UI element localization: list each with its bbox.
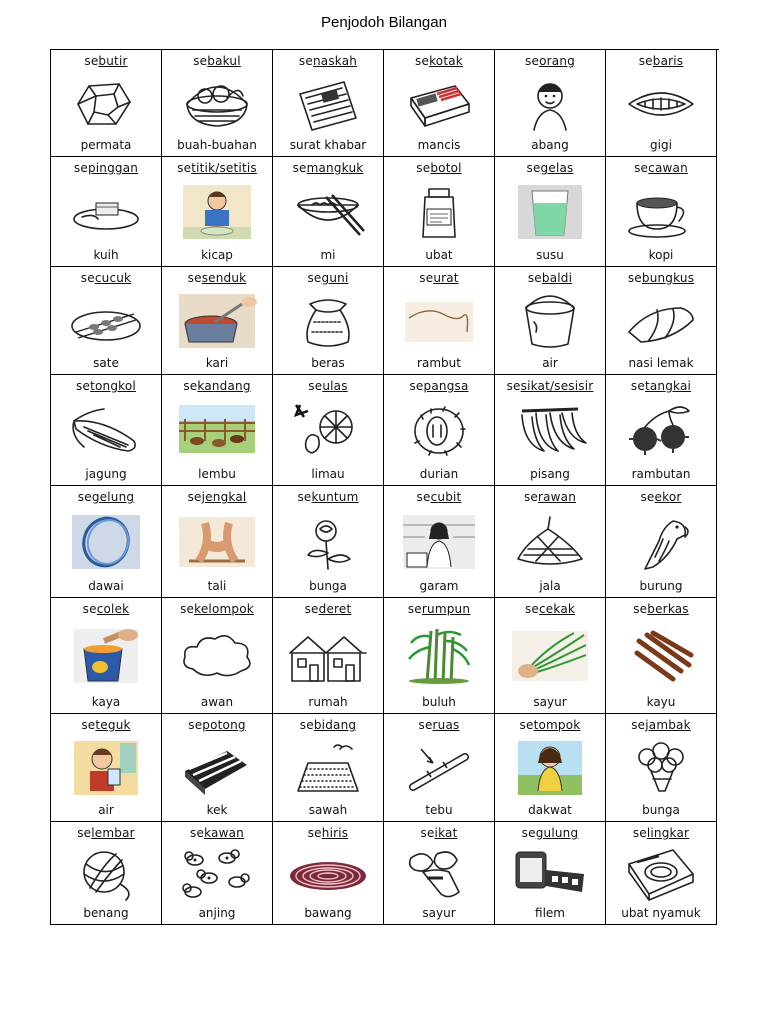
noun-label: bawang: [304, 906, 352, 920]
classifier-cell: [273, 157, 384, 267]
classifier-prefix: se: [632, 826, 647, 840]
noun-label: jagung: [85, 467, 127, 481]
gem-icon: [64, 74, 148, 132]
cake-plate-icon: [64, 183, 148, 241]
classifier-cell: [606, 267, 717, 375]
matchbox-icon: [397, 74, 481, 132]
classifier-stem: jambak: [645, 718, 691, 732]
classifier-word: [415, 54, 463, 68]
classifier-prefix: se: [193, 54, 208, 68]
classifier-cell: [162, 157, 273, 267]
classifier-stem: gulung: [535, 826, 579, 840]
classifier-prefix: se: [307, 271, 322, 285]
classifier-cell: [51, 375, 162, 486]
classifier-word: [633, 826, 689, 840]
classifier-prefix: se: [627, 271, 642, 285]
classifier-word: [520, 718, 581, 732]
classifier-stem: guni: [321, 271, 349, 285]
classifier-word: [188, 271, 247, 285]
classifier-prefix: se: [298, 54, 313, 68]
glass-icon: [508, 183, 592, 241]
classifier-stem: kandang: [197, 379, 251, 393]
classifier-word: [634, 161, 688, 175]
classifier-prefix: se: [524, 602, 539, 616]
paddy-field-icon: [286, 739, 370, 797]
noun-label: kicap: [201, 248, 233, 262]
classifier-stem: cucuk: [94, 271, 132, 285]
classifier-prefix: se: [420, 826, 435, 840]
noun-label: pisang: [530, 467, 570, 481]
noodle-bowl-icon: [286, 183, 370, 241]
classifier-word: [628, 271, 694, 285]
classifier-cell: [606, 598, 717, 714]
classifier-stem: tangkai: [644, 379, 692, 393]
classifier-prefix: se: [80, 271, 95, 285]
classifier-cell: [51, 267, 162, 375]
noun-label: sawah: [308, 803, 348, 817]
noun-label: filem: [535, 906, 565, 920]
classifier-word: [639, 54, 684, 68]
noun-label: kayu: [646, 695, 676, 709]
classifier-stem: berkas: [647, 602, 689, 616]
noun-label: tebu: [425, 803, 453, 817]
classifier-word: [527, 161, 574, 175]
classifier-prefix: se: [292, 161, 307, 175]
classifier-stem: butir: [98, 54, 128, 68]
classifier-cell: [606, 375, 717, 486]
satay-icon: [64, 292, 148, 350]
classifier-word: [408, 602, 470, 616]
bamboo-icon: [397, 627, 481, 685]
noun-label: kek: [206, 803, 228, 817]
classifier-cell: [51, 157, 162, 267]
classifier-prefix: se: [633, 602, 648, 616]
classifier-cell: [495, 714, 606, 822]
classifier-cell: [495, 157, 606, 267]
classifier-stem: potong: [202, 718, 246, 732]
sugarcane-icon: [397, 739, 481, 797]
classifier-stem: botol: [430, 161, 462, 175]
classifier-cell: [51, 486, 162, 598]
boy-drinking-icon: [64, 739, 148, 797]
noun-label: tali: [207, 579, 227, 593]
classifier-stem: sikat/sesisir: [520, 379, 594, 393]
cake-slice-icon: [175, 739, 259, 797]
classifier-table: [50, 49, 719, 925]
noun-label: buluh: [422, 695, 456, 709]
coffee-cup-icon: [619, 183, 703, 241]
classifier-cell: [606, 50, 717, 157]
classifier-cell: [51, 50, 162, 157]
classifier-word: [188, 490, 247, 504]
classifier-word: [293, 161, 364, 175]
classifier-stem: baldi: [541, 271, 573, 285]
classifier-prefix: se: [308, 379, 323, 393]
classifier-prefix: se: [177, 161, 192, 175]
classifier-prefix: se: [77, 490, 92, 504]
boy-eating-icon: [175, 183, 259, 241]
leafy-bundle-icon: [397, 844, 481, 902]
classifier-prefix: se: [527, 271, 542, 285]
classifier-prefix: se: [84, 54, 99, 68]
classifier-stem: senduk: [201, 271, 247, 285]
noun-label: ubat nyamuk: [621, 906, 701, 920]
fruit-basket-icon: [175, 74, 259, 132]
classifier-word: [74, 161, 138, 175]
noun-label: jala: [539, 579, 561, 593]
classifier-cell: [162, 375, 273, 486]
classifier-prefix: se: [187, 490, 202, 504]
classifier-prefix: se: [77, 826, 92, 840]
durian-icon: [397, 401, 481, 459]
noun-label: beras: [311, 356, 345, 370]
noun-label: permata: [80, 138, 132, 152]
classifier-cell: [51, 714, 162, 822]
classifier-cell: [384, 50, 495, 157]
newspaper-icon: [286, 74, 370, 132]
classifier-prefix: se: [521, 826, 536, 840]
noun-label: mancis: [417, 138, 461, 152]
noun-label: garam: [419, 579, 459, 593]
classifier-prefix: se: [638, 54, 653, 68]
classifier-cell: [495, 50, 606, 157]
classifier-stem: pinggan: [87, 161, 139, 175]
classifier-stem: mangkuk: [306, 161, 364, 175]
classifier-word: [633, 602, 689, 616]
noun-label: ubat: [425, 248, 453, 262]
classifier-stem: rumpun: [421, 602, 471, 616]
classifier-stem: bidang: [313, 718, 357, 732]
classifier-word: [528, 271, 572, 285]
classifier-cell: [273, 598, 384, 714]
classifier-word: [297, 490, 358, 504]
classifier-cell: [162, 714, 273, 822]
classifier-word: [522, 826, 579, 840]
classifier-stem: tompok: [533, 718, 581, 732]
classifier-prefix: se: [183, 379, 198, 393]
classifier-prefix: se: [76, 379, 91, 393]
classifier-word: [417, 490, 462, 504]
classifier-word: [76, 379, 136, 393]
girl-ink-icon: [508, 739, 592, 797]
noun-label: lembu: [198, 467, 236, 481]
row-houses-icon: [286, 627, 370, 685]
classifier-stem: deret: [318, 602, 352, 616]
wire-coil-icon: [64, 513, 148, 571]
noun-label: dakwat: [528, 803, 572, 817]
classifier-prefix: se: [81, 718, 96, 732]
banana-icon: [508, 401, 592, 459]
classifier-prefix: se: [188, 718, 203, 732]
vegetable-bunch-icon: [508, 627, 592, 685]
classifier-cell: [273, 822, 384, 925]
classifier-word: [83, 602, 130, 616]
classifier-stem: kawan: [204, 826, 244, 840]
noun-label: air: [542, 356, 558, 370]
classifier-stem: tongkol: [90, 379, 136, 393]
woman-cooking-icon: [397, 513, 481, 571]
noun-label: susu: [536, 248, 564, 262]
classifier-word: [300, 718, 356, 732]
noun-label: kuih: [93, 248, 119, 262]
classifier-cell: [495, 375, 606, 486]
page-title: Penjodoh Bilangan: [321, 14, 447, 31]
noun-label: surat khabar: [289, 138, 367, 152]
classifier-prefix: se: [180, 602, 195, 616]
noun-label: air: [98, 803, 114, 817]
classifier-prefix: se: [82, 602, 97, 616]
classifier-stem: urat: [433, 271, 459, 285]
classifier-cell: [606, 157, 717, 267]
classifier-cell: [495, 486, 606, 598]
classifier-stem: orang: [539, 54, 575, 68]
classifier-cell: [384, 598, 495, 714]
classifier-prefix: se: [631, 718, 646, 732]
classifier-cell: [162, 50, 273, 157]
classifier-cell: [495, 822, 606, 925]
classifier-cell: [606, 486, 717, 598]
orange-segment-icon: [286, 401, 370, 459]
dogs-icon: [175, 844, 259, 902]
classifier-word: [631, 718, 691, 732]
classifier-word: [525, 54, 575, 68]
noun-label: bunga: [642, 803, 680, 817]
classifier-cell: [495, 267, 606, 375]
firewood-icon: [619, 627, 703, 685]
bucket-icon: [508, 292, 592, 350]
classifier-word: [299, 54, 357, 68]
classifier-prefix: se: [526, 161, 541, 175]
classifier-prefix: se: [190, 826, 205, 840]
noun-label: sate: [93, 356, 119, 370]
classifier-word: [190, 826, 244, 840]
noun-label: burung: [639, 579, 683, 593]
classifier-word: [78, 490, 134, 504]
rambutan-icon: [619, 401, 703, 459]
classifier-word: [84, 54, 127, 68]
noun-label: kopi: [648, 248, 674, 262]
classifier-word: [81, 271, 131, 285]
classifier-cell: [273, 714, 384, 822]
classifier-cell: [273, 267, 384, 375]
classifier-word: [77, 826, 135, 840]
classifier-prefix: se: [630, 379, 645, 393]
classifier-stem: lembar: [91, 826, 135, 840]
classifier-cell: [606, 714, 717, 822]
classifier-prefix: se: [307, 826, 322, 840]
jam-jar-icon: [64, 627, 148, 685]
classifier-word: [631, 379, 691, 393]
bouquet-icon: [619, 739, 703, 797]
classifier-cell: [162, 486, 273, 598]
food-packet-icon: [619, 292, 703, 350]
classifier-stem: colek: [96, 602, 130, 616]
classifier-prefix: se: [299, 718, 314, 732]
sack-icon: [286, 292, 370, 350]
cattle-pen-icon: [175, 401, 259, 459]
classifier-stem: baris: [652, 54, 684, 68]
noun-label: rumah: [308, 695, 348, 709]
classifier-word: [180, 602, 254, 616]
ladle-pot-icon: [175, 292, 259, 350]
classifier-prefix: se: [415, 54, 430, 68]
classifier-stem: naskah: [312, 54, 358, 68]
cloud-icon: [175, 627, 259, 685]
noun-label: durian: [419, 467, 459, 481]
classifier-word: [507, 379, 594, 393]
classifier-cell: [162, 822, 273, 925]
teeth-icon: [619, 74, 703, 132]
hair-strand-icon: [397, 292, 481, 350]
noun-label: bunga: [309, 579, 347, 593]
classifier-stem: bakul: [207, 54, 241, 68]
classifier-stem: ikat: [434, 826, 458, 840]
rose-icon: [286, 513, 370, 571]
classifier-stem: bungkus: [641, 271, 695, 285]
classifier-cell: [384, 375, 495, 486]
classifier-prefix: se: [407, 602, 422, 616]
parrot-icon: [619, 513, 703, 571]
classifier-stem: gelas: [540, 161, 574, 175]
noun-label: rambutan: [631, 467, 691, 481]
film-roll-icon: [508, 844, 592, 902]
noun-label: buah-buahan: [177, 138, 257, 152]
classifier-stem: teguk: [95, 718, 131, 732]
classifier-cell: [384, 267, 495, 375]
classifier-stem: cekak: [539, 602, 576, 616]
classifier-word: [81, 718, 130, 732]
classifier-cell: [51, 822, 162, 925]
classifier-stem: ruas: [432, 718, 460, 732]
noun-label: abang: [531, 138, 569, 152]
classifier-cell: [384, 714, 495, 822]
classifier-word: [419, 718, 460, 732]
classifier-stem: gelung: [91, 490, 135, 504]
classifier-stem: ulas: [322, 379, 348, 393]
classifier-word: [416, 161, 461, 175]
classifier-word: [307, 271, 348, 285]
classifier-stem: cawan: [648, 161, 688, 175]
classifier-cell: [273, 50, 384, 157]
classifier-word: [640, 490, 681, 504]
classifier-cell: [384, 157, 495, 267]
classifier-prefix: se: [640, 490, 655, 504]
classifier-cell: [162, 598, 273, 714]
classifier-prefix: se: [409, 379, 424, 393]
onion-slice-icon: [286, 844, 370, 902]
classifier-cell: [273, 486, 384, 598]
classifier-prefix: se: [523, 490, 538, 504]
noun-label: nasi lemak: [628, 356, 694, 370]
classifier-word: [193, 54, 241, 68]
noun-label: kaya: [91, 695, 121, 709]
classifier-cell: [273, 375, 384, 486]
classifier-prefix: se: [297, 490, 312, 504]
noun-label: dawai: [88, 579, 124, 593]
classifier-cell: [495, 598, 606, 714]
noun-label: sayur: [533, 695, 567, 709]
classifier-prefix: se: [506, 379, 521, 393]
boy-icon: [508, 74, 592, 132]
classifier-stem: kelompok: [194, 602, 254, 616]
classifier-word: [183, 379, 250, 393]
noun-label: rambut: [417, 356, 461, 370]
classifier-prefix: se: [519, 718, 534, 732]
classifier-word: [524, 490, 576, 504]
classifier-cell: [162, 267, 273, 375]
classifier-stem: titik/setitis: [191, 161, 257, 175]
classifier-stem: pangsa: [423, 379, 469, 393]
classifier-cell: [51, 598, 162, 714]
classifier-word: [421, 826, 458, 840]
noun-label: mi: [320, 248, 336, 262]
classifier-cell: [606, 822, 717, 925]
classifier-stem: kuntum: [311, 490, 359, 504]
classifier-cell: [384, 486, 495, 598]
noun-label: sayur: [422, 906, 456, 920]
classifier-word: [419, 271, 458, 285]
classifier-word: [305, 602, 352, 616]
noun-label: awan: [200, 695, 234, 709]
classifier-stem: hiris: [321, 826, 349, 840]
noun-label: anjing: [198, 906, 236, 920]
classifier-prefix: se: [416, 161, 431, 175]
classifier-word: [188, 718, 245, 732]
classifier-word: [308, 379, 347, 393]
classifier-word: [525, 602, 575, 616]
noun-label: limau: [311, 467, 345, 481]
classifier-prefix: se: [634, 161, 649, 175]
yarn-ball-icon: [64, 844, 148, 902]
noun-label: benang: [83, 906, 129, 920]
noun-label: gigi: [650, 138, 672, 152]
classifier-prefix: se: [525, 54, 540, 68]
classifier-stem: ekor: [654, 490, 682, 504]
classifier-prefix: se: [187, 271, 202, 285]
classifier-word: [177, 161, 257, 175]
classifier-stem: rawan: [537, 490, 577, 504]
classifier-prefix: se: [73, 161, 88, 175]
hand-span-icon: [175, 513, 259, 571]
medicine-bottle-icon: [397, 183, 481, 241]
classifier-word: [308, 826, 349, 840]
net-icon: [508, 513, 592, 571]
classifier-word: [409, 379, 468, 393]
classifier-stem: kotak: [429, 54, 463, 68]
mosquito-coil-icon: [619, 844, 703, 902]
classifier-stem: jengkal: [201, 490, 247, 504]
classifier-prefix: se: [418, 718, 433, 732]
classifier-stem: lingkar: [646, 826, 690, 840]
classifier-stem: cubit: [430, 490, 462, 504]
noun-label: kari: [205, 356, 229, 370]
classifier-prefix: se: [416, 490, 431, 504]
classifier-prefix: se: [419, 271, 434, 285]
corn-icon: [64, 401, 148, 459]
classifier-cell: [384, 822, 495, 925]
classifier-prefix: se: [304, 602, 319, 616]
